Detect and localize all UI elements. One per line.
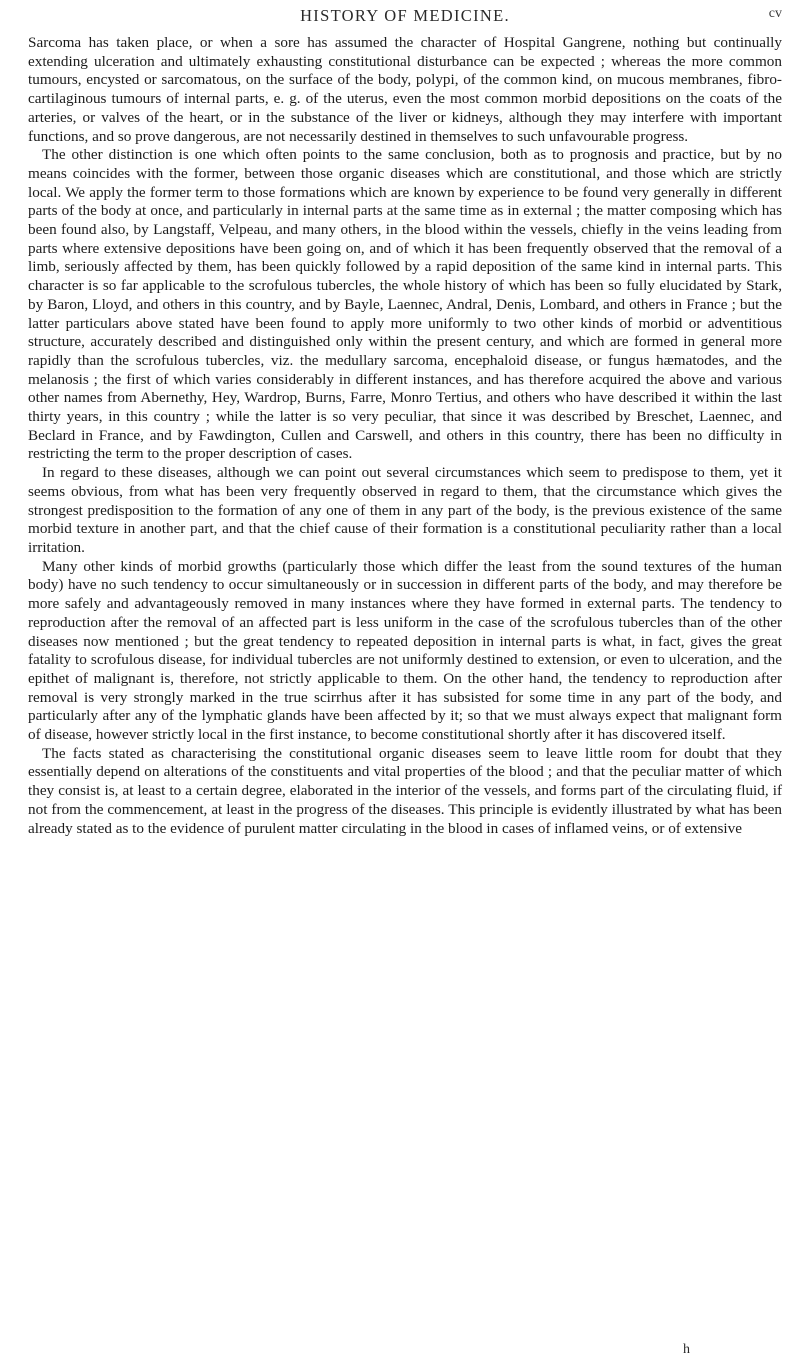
paragraph: The other distinction is one which often points to the same conclusion, both as to prognosis and practice, but by no means coincides with the former, between those organic diseases which are constitutional, and those which are strictly local. We apply the former term to those formations which are known by experience to be found very generally in different parts of the body at once, and particularly in internal parts at the same time as in external ; the matter composing which has been found also, by Langstaff, Velpeau, and many others, in the blood within the vessels, chiefly in the veins leading from parts where extensive depositions have been going on, and of which it has been frequently observed that the removal of a limb, seriously affected by them, has been quickly followed by a rapid deposition of the same kind in internal parts. This character is so far applicable to the scrofulous tubercles, the whole history of which has been so fully elucidated by Stark, by Baron, Lloyd, and others in this country, and by Bayle, Laennec, Andral, Denis, Lombard, and others in France ; but the latter particulars above stated have been found to apply more uniformly to two other kinds of morbid or adventitious structure, accurately described and distinguished only within the present century, and which are formed in general more rapidly than the scrofulous tubercles, viz. the medullary sarcoma, encephaloid disease, or fungus hæmatodes, and the melanosis ; the first of which varies considerably in different instances, and has therefore acquired the above and various other names from Abernethy, Hey, Wardrop, Burns, Farre, Monro Tertius, and others who have described it within the last thirty years, in this country ; while the latter is so very peculiar, that since it was described by Breschet, Laennec, and Beclard in France, and by Fawdington, Cullen and Carswell, and others in this country, there has been no difficulty in restricting the term to the proper description of cases. <box>28 146 782 463</box>
page-number: cv <box>768 6 782 21</box>
paragraph: Many other kinds of morbid growths (particularly those which differ the least from the sound textures of the human body) have no such tendency to occur simultaneously or in succession in different parts of the body, and may therefore be more safely and advantageously removed in many instances where they have formed in external parts. The tendency to reproduction after the removal of an affected part is less uniform in the case of the scrofulous tubercles than of the other diseases now mentioned ; but the great tendency to repeated deposition in internal parts is what, in fact, gives the great fatality to scrofulous disease, for individual tubercles are not uniformly destined to extension, or even to ulceration, and the epithet of malignant is, therefore, not strictly applicable to them. On the other hand, the tendency to reproduction after removal is very strongly marked in the true scirrhus after it has subsisted for some time in any part of the body, and particularly after any of the lymphatic glands have been affected by it; so that we must always expect that malignant form of disease, however strictly local in the first instance, to become constitutional shortly after it has discovered itself. <box>28 557 782 744</box>
paragraph: Sarcoma has taken place, or when a sore has assumed the character of Hospital Gangrene, nothing but continually extending ulceration and ultimately exhausting constitutional disturbance can be expected ; whereas the more common tumours, encysted or sarcomatous, on the surface of the body, polypi, of the common kind, on mucous membranes, fibro-cartilaginous tumours of internal parts, e. g. of the uterus, even the most common morbid depositions on the coats of the arteries, or valves of the heart, or in the substance of the liver or kidneys, although they may interfere with important functions, and so prove dangerous, are not necessarily destined in themselves to such unfavourable progress. <box>28 34 782 145</box>
paragraph: The facts stated as characterising the constitutional organic diseases seem to leave little room for doubt that they essentially depend on alterations of the constituents and vital properties of the blood ; and that the peculiar matter of which they consist is, at least to a certain degree, elaborated in the interior of the vessels, and forms part of the circulating fluid, if not from the commencement, at least in the progress of the diseases. This principle is evidently illustrated by what has been already stated as to the evidence of purulent matter circulating in the blood in cases of inflamed veins, or of extensive <box>28 744 782 837</box>
running-title: HISTORY OF MEDICINE. <box>300 6 510 25</box>
book-page <box>28 6 782 1360</box>
running-head <box>28 6 782 30</box>
body-text <box>28 34 782 838</box>
signature-mark: h <box>683 1342 690 1357</box>
paragraph: In regard to these diseases, although we can point out several circumstances which seem to predispose to them, yet it seems obvious, from what has been very frequently observed in regard to them, that the circumstance which gives the strongest predisposition to the formation of any one of them in any part of the body, is the previous existence of the same morbid texture in another part, and that the chief cause of their formation is a constitutional peculiarity rather than a local irritation. <box>28 464 782 556</box>
